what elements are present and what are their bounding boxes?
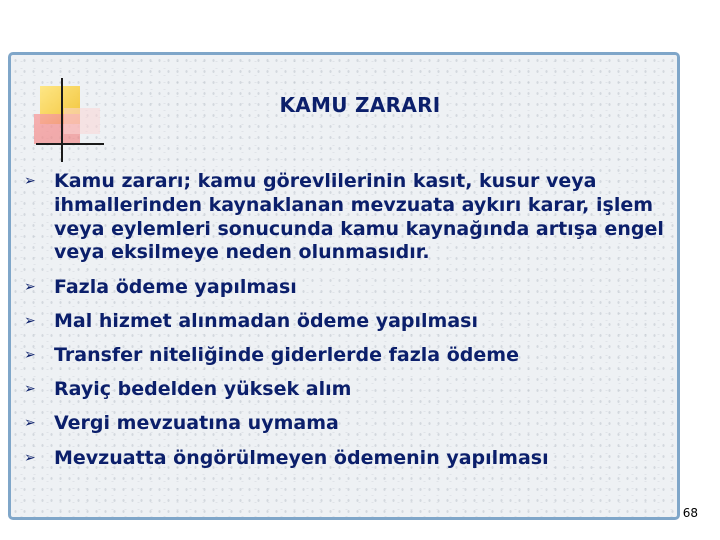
arrow-bullet-icon: ➢: [24, 346, 36, 363]
arrow-bullet-icon: ➢: [24, 312, 36, 329]
list-item: [24, 344, 674, 368]
list-item: [24, 310, 674, 334]
list-item-text: Mal hizmet alınmadan ödeme yapılması: [54, 309, 479, 332]
list-item-text: Rayiç bedelden yüksek alım: [54, 378, 352, 401]
bullet-list: [24, 170, 674, 470]
list-item-text: Transfer niteliğinde giderlerde fazla ödeme: [54, 343, 519, 366]
slide-title: KAMU ZARARI: [279, 93, 441, 117]
arrow-bullet-icon: ➢: [24, 278, 36, 295]
list-item-text: Mevzuatta öngörülmeyen ödemenin yapılması: [54, 446, 549, 469]
list-item: [24, 447, 674, 471]
list-item: [24, 170, 674, 265]
list-item-text: Fazla ödeme yapılması: [54, 275, 297, 298]
arrow-bullet-icon: ➢: [24, 381, 36, 398]
list-item: [24, 378, 674, 402]
list-item: [24, 412, 674, 436]
arrow-bullet-icon: ➢: [24, 415, 36, 432]
list-item-text: Vergi mevzuatına uymama: [54, 412, 339, 435]
arrow-bullet-icon: ➢: [24, 449, 36, 466]
list-item-text: Kamu zararı; kamu görevlilerinin kasıt, kusur veya ihmallerinden kaynaklanan mevzuata aykırı karar, işlem veya eylemleri sonucunda kamu kaynağında artışa engel veya eksilmeye neden olunmasıdır.: [54, 170, 664, 264]
arrow-bullet-icon: ➢: [24, 173, 36, 189]
list-item: [24, 276, 674, 300]
page-number: 68: [682, 506, 698, 520]
corner-decoration-icon: [34, 78, 104, 162]
